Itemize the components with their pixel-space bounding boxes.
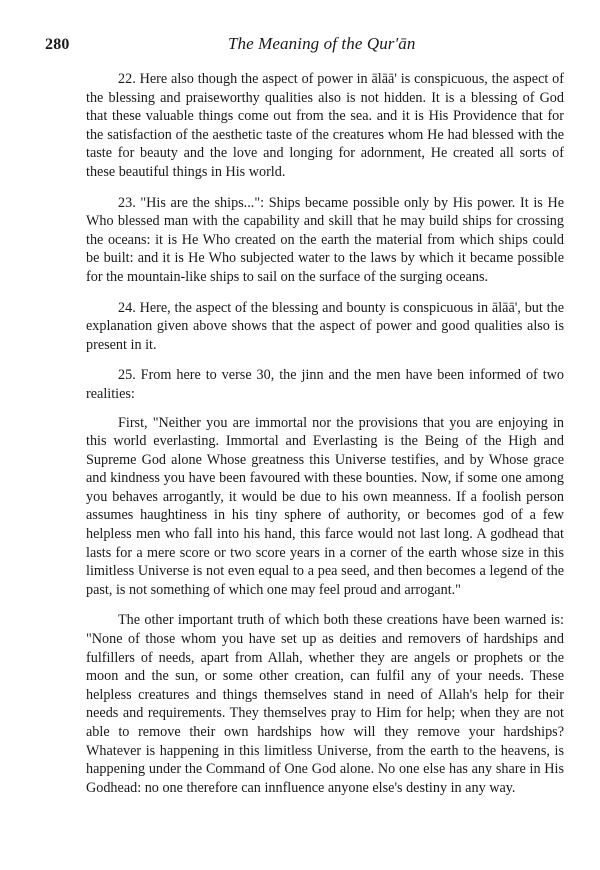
running-title: The Meaning of the Qur'ān <box>228 34 416 53</box>
page-header <box>0 30 600 54</box>
body-text <box>86 70 564 809</box>
paragraph-note-24: 24. Here, the aspect of the blessing and bounty is conspicuous in ālāā', but the explanation given above shows that the aspect of power and good qualities also is present in it. <box>86 299 564 353</box>
paragraph-second-reality: The other important truth of which both these creations have been warned is: "None of those whom you have set up as deities and removers of hardships and fulfillers of needs, apart from Allah, whether they are angels or prophets or the moon and the sun, or some other creation, can fulfil any of your needs. These helpless creatures and things themselves stand in need of Allah's help for their needs and requirements. They themselves pray to Him for help; when they are not able to remove their own hardships how will they remove your hardships? Whatever is happening in this limitless Universe, from the earth to the heavens, is happening under the Command of One God alone. No one else has any share in His Godhead: no one therefore can innfluence anyone else's destiny in any way. <box>86 612 564 796</box>
paragraph-note-23: 23. "His are the ships...": Ships became possible only by His power. It is He Who blessed man with the capability and skill that he may build ships for crossing the oceans: it is He Who created on the earth the material from which ships could be built: and it is He Who subjected water to the laws by which it became possible for the mountain-like ships to sail on the surface of the surging oceans. <box>86 194 564 285</box>
paragraph-note-22: 22. Here also though the aspect of power in ālāā' is conspicuous, the aspect of the blessing and praiseworthy qualities also is not hidden. It is a blessing of God that these valuable things come out from the sea. and it is His Providence that for the satisfaction of the aesthetic taste of the creatures whom He had blessed with the taste for beauty and the love and longing for adornment, He created all sorts of these beautiful things in His world. <box>86 71 564 180</box>
paragraph-note-25: 25. From here to verse 30, the jinn and the men have been informed of two realities: <box>86 367 564 402</box>
page-number: 280 <box>45 36 70 53</box>
paragraph-first-reality: First, "Neither you are immortal nor the provisions that you are enjoying in this world everlasting. Immortal and Everlasting is the Being of the High and Supreme God alone Whose greatness this Universe testifies, and by Whose grace and kindness you have been favoured with these bounties. Now, if some one among you behaves arrogantly, it would be due to his own meanness. If a foolish person assumes haughtiness in his tiny sphere of authority, or becomes god of a few helpless men who fall into his hand, this farce would not last long. A godhead that lasts for a mere score or two score years in a corner of the earth whose size in this limitless Universe is not even equal to a pea seed, and then becomes a legend of the past, is not something of which one may feel proud and arrogant." <box>86 414 564 598</box>
